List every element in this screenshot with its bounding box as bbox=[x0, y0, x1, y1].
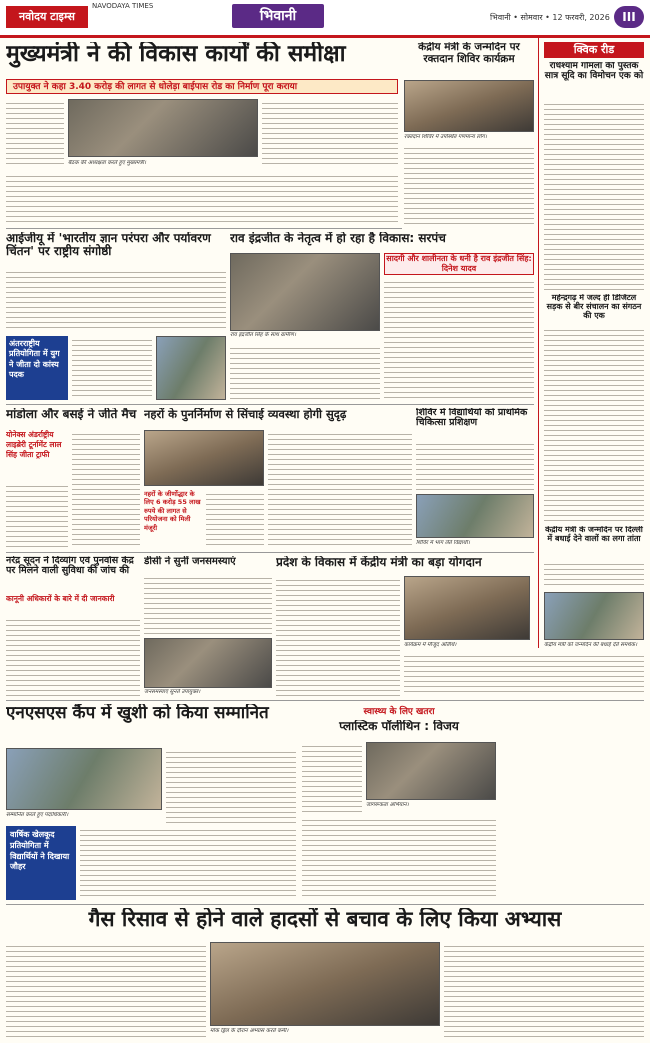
story5-headline: मांडोला और बसई ने जीते मैच bbox=[6, 408, 137, 421]
story4-headline: राव इंद्रजीत के नेतृत्व में हो रहा है विकास: सरपंच bbox=[230, 232, 446, 245]
story2-photo bbox=[404, 80, 534, 132]
quick-read-item2-headline: महेन्द्रगढ़ में जल्द ही डिजिटल सड़क से बीर संचालन का संगठन की एक bbox=[546, 294, 642, 320]
story2-photo-caption: रक्तदान शिविर में उपस्थित गणमान्य लोग। bbox=[404, 134, 487, 140]
lead-body-col3 bbox=[262, 99, 398, 165]
story2-headline: केंद्रीय मंत्री के जन्मदिन पर रक्तदान शिविर कार्यक्रम bbox=[418, 42, 520, 65]
story11-sidebox-body bbox=[80, 826, 296, 900]
story3-headline: आईजीयू में 'भारतीय ज्ञान परंपरा और पर्यावरण चिंतन' पर राष्ट्रीय संगोष्ठी bbox=[6, 232, 211, 259]
page-number: III bbox=[614, 6, 644, 28]
story6-kicker: नहरों के जीर्णोद्धार के लिए 6 करोड़ 55 लाख रुपये की लागत से परियोजना को मिली मंजूरी bbox=[144, 490, 201, 532]
story12-photo-caption: जागरूकता अभियान। bbox=[366, 802, 409, 808]
story10-body2 bbox=[404, 652, 644, 696]
story13-photo bbox=[210, 942, 440, 1026]
story9-body bbox=[144, 574, 272, 634]
quick-read-item1-headline: राधेश्याम गोमला की पुस्तक सात्र सूदि का विमोचन एक को bbox=[544, 62, 644, 81]
divider bbox=[6, 228, 402, 229]
sports-body bbox=[72, 336, 152, 400]
quick-read-title: क्विक रीड bbox=[544, 42, 644, 58]
story11-body bbox=[166, 748, 296, 824]
story10-headline: प्रदेश के विकास में केंद्रीय मंत्री का बड़ा योगदान bbox=[276, 556, 482, 569]
story5-body1 bbox=[6, 482, 68, 548]
story11-headline: एनएसएस कैंप में खुशी को किया सम्मानित bbox=[6, 704, 269, 723]
story13-photo-caption: मॉक ड्रिल के दौरान अभ्यास करते कर्मी। bbox=[210, 1028, 289, 1034]
lead-photo-caption: बैठक की अध्यक्षता करते हुए मुख्यमंत्री। bbox=[68, 160, 147, 166]
story8-headline: नरेंद्र सूदन ने दिव्यांग एवं पुनर्वास केंद्र पर मिलने वाली सुविधा की जांच की bbox=[6, 556, 134, 577]
story6-body1 bbox=[206, 490, 264, 548]
story7-photo bbox=[416, 494, 534, 538]
divider bbox=[6, 904, 644, 905]
quick-read-item1-body bbox=[544, 100, 644, 290]
story10-photo bbox=[404, 576, 530, 640]
lead-subhead: उपायुक्त ने कहा 3.40 करोड़ की लागत से धोलेड़ा बाईपास रोड का निर्माण पूरा कराया bbox=[6, 79, 398, 94]
story6-photo bbox=[144, 430, 264, 486]
story5-kicker: योनेक्स अंडर्राष्ट्रीय लाइब्रेरी टूर्नामेंट लाल सिंह जीता ट्राफी bbox=[6, 430, 62, 459]
story11-photo bbox=[6, 748, 162, 810]
newspaper-logo: नवोदय टाइम्स bbox=[6, 6, 88, 28]
story12-photo bbox=[366, 742, 496, 800]
story4-body-left bbox=[230, 344, 380, 400]
story4-photo-caption: राव इंद्रजीत सिंह के साथ ग्रामीण। bbox=[230, 332, 296, 338]
story9-headline: डीसी ने सुनीं जनसमस्याएं bbox=[144, 556, 236, 567]
story7-photo-caption: शिविर में भाग लेते विद्यार्थी। bbox=[416, 540, 470, 546]
newspaper-logo-sub: NAVODAYA TIMES bbox=[92, 2, 154, 10]
quick-read-item2-body bbox=[544, 326, 644, 522]
story11-sidebox: वार्षिक खेलकूद प्रतियोगिता में विद्यार्थियों ने दिखाया जौहर bbox=[6, 826, 76, 900]
story13-headline: गैस रिसाव से होने वाले हादसों से बचाव के लिए किया अभ्यास bbox=[88, 908, 562, 931]
sports-sidehead: अंतरराष्ट्रीय प्रतियोगिता में युग ने जीता दो कांस्य पदक bbox=[6, 336, 68, 400]
story2-body bbox=[404, 144, 534, 224]
lead-body-col1 bbox=[6, 99, 64, 165]
divider bbox=[6, 700, 644, 701]
quick-read-photo bbox=[544, 592, 644, 640]
story4-photo bbox=[230, 253, 380, 331]
story6-headline: नहरों के पुनर्निर्माण से सिंचाई व्यवस्था होगी सुदृढ़ bbox=[144, 408, 347, 421]
story13-body1 bbox=[6, 942, 206, 1037]
divider bbox=[6, 404, 534, 405]
city-section-title: भिवानी bbox=[232, 4, 324, 28]
story8-body bbox=[6, 616, 140, 696]
story7-headline: शिविर में विद्यार्थियों को प्राथमिक चिकित्सा प्रशिक्षण bbox=[416, 408, 528, 429]
story5-body2 bbox=[72, 430, 140, 548]
lead-body-bottom bbox=[6, 172, 398, 224]
story4-body-right bbox=[384, 278, 534, 400]
story9-photo bbox=[144, 638, 272, 688]
quick-read-item3-headline: केंद्रीय मंत्री के जन्मदिन पर दिल्ली में बधाई देने वालों का लगा तांता bbox=[545, 526, 643, 543]
story8-kicker: कानूनी अधिकारों के बारे में दी जानकारी bbox=[6, 594, 115, 603]
lead-photo bbox=[68, 99, 258, 157]
story13-body2 bbox=[444, 942, 644, 1037]
story10-body1 bbox=[276, 576, 400, 696]
story12-kicker: स्वास्थ्य के लिए खतरा bbox=[363, 707, 435, 717]
divider bbox=[6, 552, 534, 553]
story3-body bbox=[6, 268, 226, 332]
story7-body bbox=[416, 440, 534, 490]
quick-read-photo-caption: केंद्रीय मंत्री को जन्मदिन की बधाई देते समर्थक। bbox=[544, 642, 638, 648]
story6-body2 bbox=[268, 430, 412, 548]
story12-headline: प्लास्टिक पॉलीथिन : विजय bbox=[339, 720, 459, 733]
story10-photo-caption: कार्यक्रम में मौजूद अतिथि। bbox=[404, 642, 457, 648]
story4-subhead: सादगी और शालीनता के धनी है राव इंद्रजीत सिंह: दिनेश यादव bbox=[384, 253, 534, 275]
sports-photo bbox=[156, 336, 226, 400]
story9-photo-caption: जनसमस्याएं सुनते उपायुक्त। bbox=[144, 689, 201, 695]
lead-headline: मुख्यमंत्री ने की विकास कार्यों की समीक्षा bbox=[6, 42, 346, 67]
story11-photo-caption: सम्मानित करते हुए पदाधिकारी। bbox=[6, 812, 69, 818]
story12-body1 bbox=[302, 742, 362, 812]
dateline: भिवानी • सोमवार • 12 फरवरी, 2026 bbox=[490, 13, 610, 22]
story12-body2 bbox=[302, 816, 496, 900]
